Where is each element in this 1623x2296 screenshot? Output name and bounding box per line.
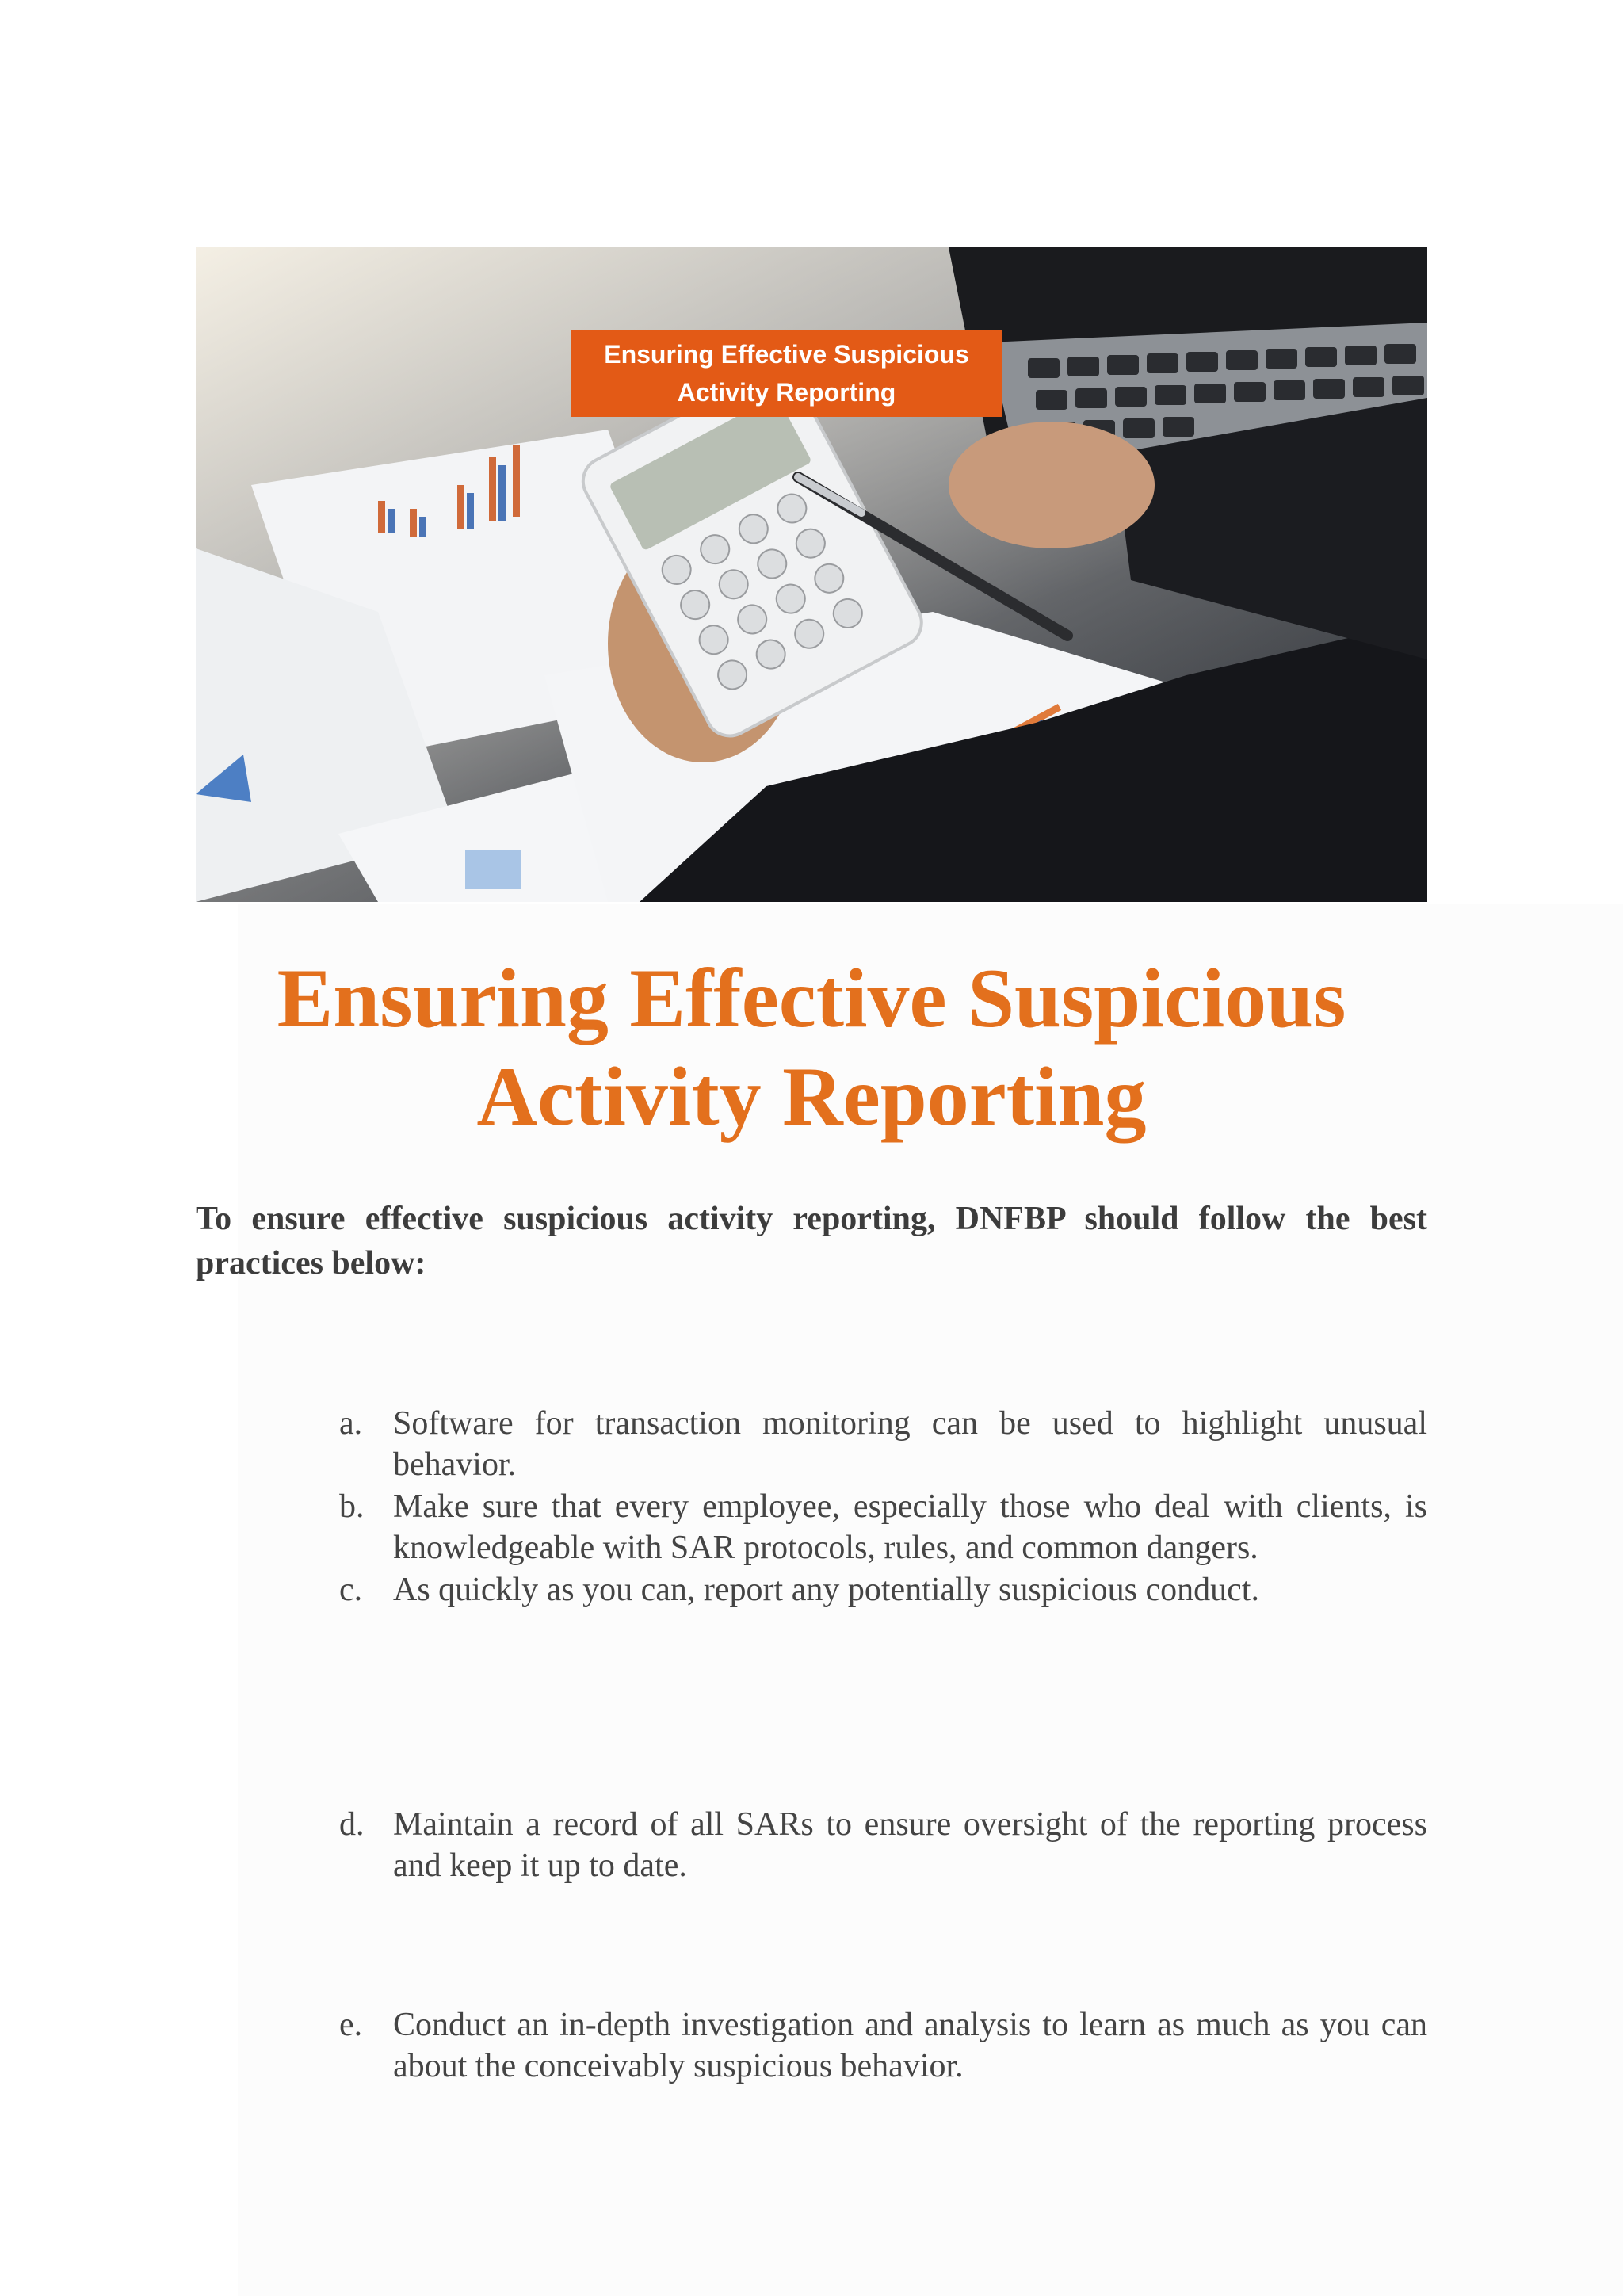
list-marker: a. — [339, 1405, 363, 1442]
list-marker: b. — [339, 1488, 365, 1525]
list-item — [339, 1403, 1427, 1485]
list-item-text: Make sure that every employee, especially those who deal with clients, is knowledgeable with SAR protocols, rules, and common dangers. — [393, 1488, 1427, 1566]
list-item — [339, 1569, 1427, 1610]
list-marker: e. — [339, 2007, 363, 2043]
hero-image — [196, 247, 1427, 902]
title-line-2: Activity Reporting — [476, 1050, 1147, 1143]
list-item-text: Software for transaction monitoring can be used to highlight unusual behavior. — [393, 1405, 1427, 1483]
list-item — [339, 1804, 1427, 1886]
hero-banner — [571, 330, 1002, 417]
list-marker: d. — [339, 1806, 365, 1843]
list-item-text: Conduct an in-depth investigation and analysis to learn as much as you can about the conceivably suspicious behavior. — [393, 2007, 1427, 2084]
hero-banner-text: Ensuring Effective Suspicious Activity Reporting — [604, 340, 969, 407]
list-item — [339, 2004, 1427, 2087]
title-line-1: Ensuring Effective Suspicious — [277, 952, 1346, 1045]
list-item-text: As quickly as you can, report any potentially suspicious conduct. — [393, 1572, 1259, 1608]
list-item-text: Maintain a record of all SARs to ensure oversight of the reporting process and keep it up to date. — [393, 1806, 1427, 1884]
page-title — [196, 949, 1427, 1146]
list-marker: c. — [339, 1572, 363, 1608]
list-item — [339, 1486, 1427, 1568]
intro-paragraph: To ensure effective suspicious activity reporting, DNFBP should follow the best practices below: — [196, 1201, 1427, 1282]
